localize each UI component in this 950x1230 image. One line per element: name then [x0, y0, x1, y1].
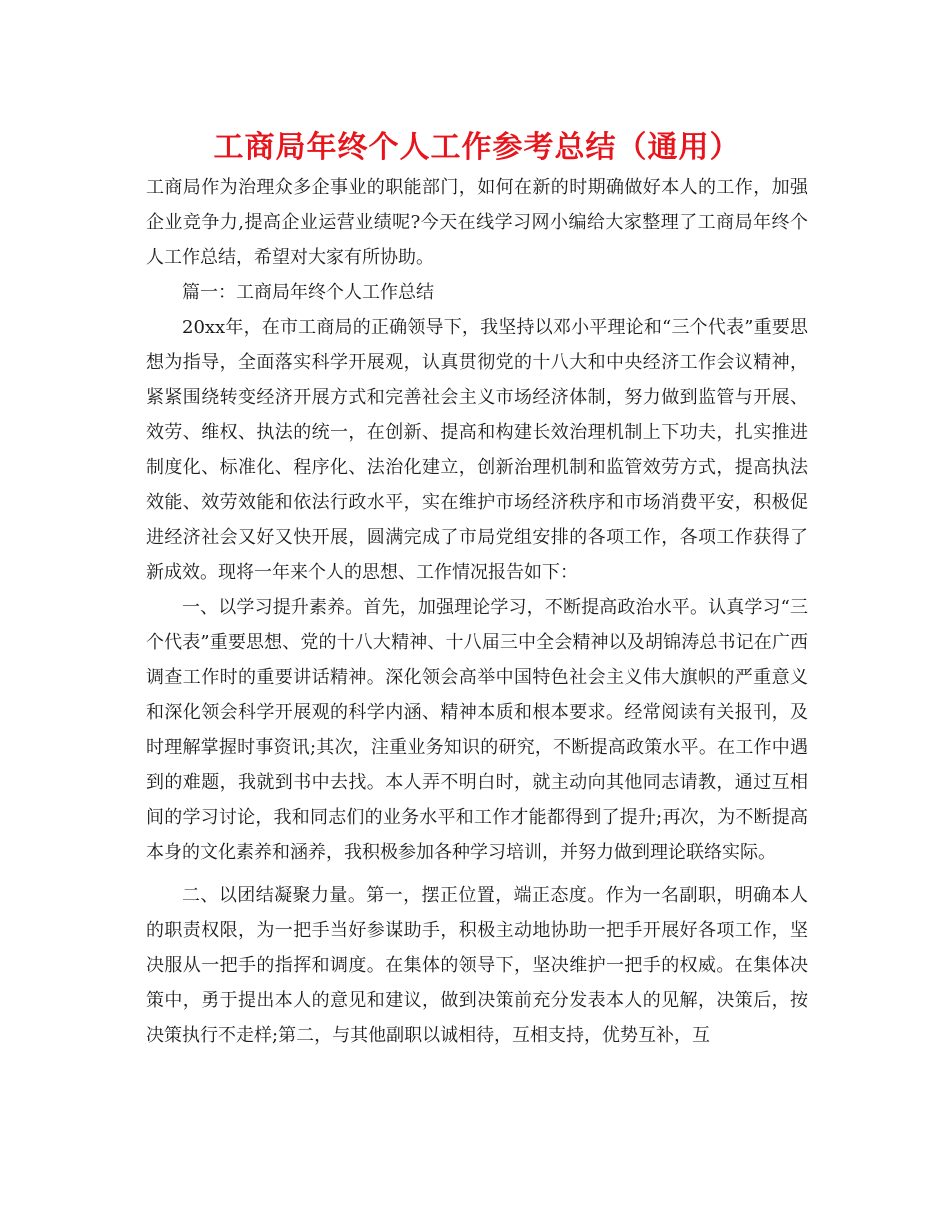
paragraph-spacer — [146, 870, 808, 878]
overview-paragraph: 20xx年，在市工商局的正确领导下，我坚持以邓小平理论和“三个代表”重要思想为指导，全面落实科学开展观，认真贯彻党的十八大和中央经济工作会议精神，紧紧围绕转变经济开展方式和完善社会主义市场经济体制，努力做到监管与开展、效劳、维权、执法的统一，在创新、提高和构建长效治理机制上下功夫，扎实推进制度化、标准化、程序化、法治化建立，创新治理机制和监管效劳方式，提高执法效能、效劳效能和依法行政水平，实在维护市场经济秩序和市场消费平安，积极促进经济社会又好又快开展，圆满完成了市局党组安排的各项工作，各项工作获得了新成效。现将一年来个人的思想、工作情况报告如下： — [146, 317, 808, 583]
document-title: 工商局年终个人工作参考总结（通用） — [213, 130, 741, 165]
section-one-paragraph: 一、以学习提升素养。首先，加强理论学习，不断提高政治水平。认真学习“三个代表”重要思想、党的十八大精神、十八届三中全会精神以及胡锦涛总书记在广西调查工作时的重要讲话精神。深化领会高举中国特色社会主义伟大旗帜的严重意义和深化领会科学开展观的科学内涵、精神本质和根本要求。经常阅读有关报刊，及时理解掌握时事资讯;其次，注重业务知识的研究，不断提高政策水平。在工作中遇到的难题，我就到书中去找。本人弄不明白时，就主动向其他同志请教，通过互相间的学习讨论，我和同志们的业务水平和工作才能都得到了提升;再次，为不断提高本身的文化素养和涵养，我积极参加各种学习培训，并努力做到理论联络实际。 — [146, 597, 808, 863]
intro-paragraph: 工商局作为治理众多企事业的职能部门，如何在新的时期确做好本人的工作，加强企业竞争力,提高企业运营业绩呢?今天在线学习网小编给大家整理了工商局年终个人工作总结，希望对大家有所协助。 — [146, 177, 808, 268]
section-two-paragraph: 二、以团结凝聚力量。第一，摆正位置，端正态度。作为一名副职，明确本人的职责权限，为一把手当好参谋助手，积极主动地协助一把手开展好各项工作，坚决服从一把手的指挥和调度。在集体的领导下，坚决维护一把手的权威。在集体决策中，勇于提出本人的意见和建议，做到决策前充分发表本人的见解，决策后，按决策执行不走样;第二，与其他副职以诚相待，互相支持，优势互补，互 — [146, 885, 808, 1046]
section-heading-part-one: 篇一：工商局年终个人工作总结 — [182, 282, 434, 303]
